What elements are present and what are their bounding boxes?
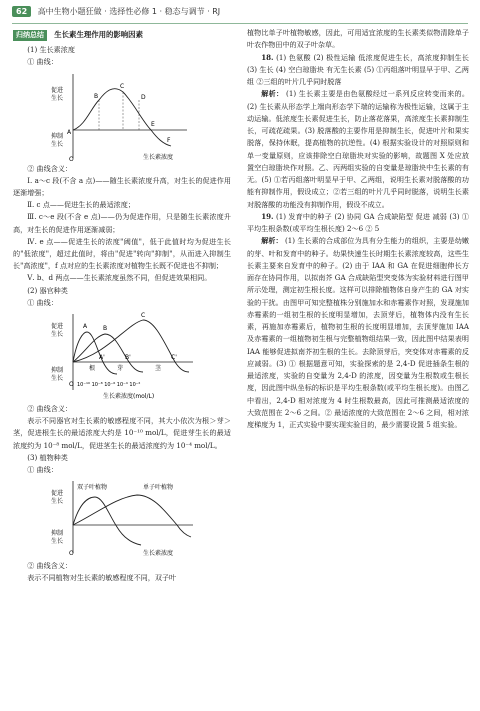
fig1-point-b: B — [94, 92, 99, 100]
q18-answer — [247, 52, 469, 89]
meaning-plant: 表示不同植物对生长素的敏感程度不同，双子叶 — [27, 573, 177, 583]
meaning-1: Ⅰ. a～c 段(不含 a 点)——随生长素浓度升高，对生长的促进作用逐渐增强； — [13, 175, 231, 198]
svg-text:生长: 生长 — [51, 331, 64, 339]
subsection-1: (1) 生长素浓度 — [27, 45, 75, 55]
fig2-ticks: 10⁻¹⁰ 10⁻⁸ 10⁻⁶ 10⁻⁴ 10⁻² — [77, 382, 141, 389]
fig3-monocot-curve — [73, 495, 191, 537]
figure-plant-curves — [47, 477, 197, 559]
q19-number: 19. — [261, 211, 274, 221]
section-title: 生长素生理作用的影响因素 — [54, 30, 143, 39]
fig2-bud-curve — [73, 334, 143, 372]
curve-label-3: ① 曲线： — [27, 465, 58, 475]
fig2-organ-root: 根 — [89, 365, 96, 373]
summary-heading — [13, 29, 231, 41]
fig1-point-e: E — [151, 120, 155, 128]
meaning-organ: 表示不同器官对生长素的敏感程度不同，其大小依次为根＞芽＞茎，促进根生长的最适浓度大约是 10⁻¹⁰ mol/L，促进芽生长的最适浓度约为 10⁻⁸ mol/L，促进茎生长的最适浓度约为 10⁻⁴ mol/L。 — [13, 416, 231, 450]
fig1-point-c: C — [120, 82, 125, 90]
q18-explanation — [247, 88, 469, 211]
q19-answer-text: (1) 发育中的种子 (2) 协同 GA 合成缺陷型 促进 减弱 (3) ① 平均生根条数(或平均生根长度) 2～6 ② 5 — [247, 211, 469, 233]
svg-text:生长: 生长 — [51, 140, 64, 148]
continued-text: 植物比单子叶植物敏感，因此，可用适宜浓度的生长素类似物清除单子叶农作物田中的双子叶杂草。 — [247, 28, 469, 50]
q19-answer — [247, 211, 469, 236]
svg-text:促进: 促进 — [51, 323, 64, 331]
meaning-label-3: ② 曲线含义： — [27, 561, 73, 571]
fig3-monocot-label: 单子叶植物 — [143, 484, 174, 492]
meaning-label-1: ② 曲线含义： — [27, 163, 73, 173]
q18-explanation-label: 解析： — [261, 89, 284, 99]
fig3-dicot-curve — [73, 497, 141, 545]
fig1-curve — [73, 88, 171, 145]
figure-concentration-curve — [47, 70, 197, 162]
q18-number: 18. — [261, 52, 274, 62]
meaning-label-2: ② 曲线含义： — [27, 404, 73, 414]
q18-answer-text: (1) 色氨酸 (2) 极性运输 低浓度促进生长，高浓度抑制生长 (3) 生长 (4) 空白琼脂块 有无生长素 (5) ①丙组落叶明显早于甲、乙两组 ②三组的叶片几乎同时脱落 — [247, 52, 469, 86]
fig2-point-a2: A' — [99, 354, 105, 362]
curve-label-1: ① 曲线： — [27, 57, 58, 67]
fig2-point-b: B — [103, 325, 108, 333]
subsection-3: (3) 植物种类 — [27, 452, 68, 462]
meaning-2: Ⅱ. c 点——促进生长的最适浓度； — [27, 200, 135, 210]
fig1-point-a: A — [67, 128, 72, 136]
q19-explanation-label: 解析： — [261, 236, 283, 246]
fig2-point-a: A — [83, 323, 88, 331]
figure-organ-curves — [47, 310, 197, 402]
meaning-4: Ⅳ. e 点——促进生长的浓度"阈值"，低于此值时均为促进生长的"低浓度"，超过此值时，将由"促进"转向"抑制"，从而进入抑制生长"高浓度"，f 点对应的生长素浓度对植物生长既不促进也不抑制； — [13, 236, 231, 271]
q18-explanation-text: (1) 生长素主要是由色氨酸经过一系列反应转变而来的。(2) 生长素从形态学上端向形态学下端的运输称为极性运输，这属于主动运输。低浓度生长素促进生长，防止落花落果，高浓度生长素抑制生长，可疏花疏果。(3) 脱落酸的主要作用是抑制生长，促进叶片和果实脱落，保持休眠，提高植物的抗逆性。(4) 根据实验设计的对照原则和单一变量原则，应该排除空白琼脂块对实验的影响，故题图 X 处应放置空白琼脂块作对照。乙、丙两组实验的自变量是琼脂块中生长素的有无。(5) ①若丙组落叶明显早于甲、乙两组，说明生长素对脱落酸的功能有抑制作用，假设成立；②若三组的叶片几乎同时脱落，说明生长素对脱落酸的功能没有抑制作用，假设不成立。 — [247, 89, 469, 209]
fig1-point-f: F — [167, 136, 171, 144]
q19-explanation — [247, 235, 469, 431]
right-column — [247, 27, 469, 431]
fig1-x-label: 生长素浓度 — [143, 153, 174, 161]
subsection-2: (2) 器官种类 — [27, 285, 68, 295]
fig1-point-d: D — [141, 93, 146, 101]
fig3-dicot-label: 双子叶植物 — [77, 484, 108, 492]
fig3-x-label: 生长素浓度 — [143, 550, 174, 558]
fig1-y-label-promote: 促进 — [51, 86, 64, 94]
fig2-point-c: C — [141, 312, 146, 320]
fig2-x-label: 生长素浓度(mol/L) — [103, 393, 155, 401]
svg-text:促进: 促进 — [51, 490, 64, 498]
svg-text:O: O — [69, 155, 74, 162]
page-number: 62 — [12, 6, 31, 17]
svg-text:生长: 生长 — [51, 538, 64, 546]
meaning-3: Ⅲ. c～e 段(不含 e 点)——仍为促进作用，只是随生长素浓度升高，对生长的促进作用逐渐减弱； — [13, 212, 231, 234]
q19-explanation-text: (1) 生长素的合成部位为具有分生能力的组织，主要是幼嫩的芽、叶和发育中的种子。幼果快速生长时期生长素浓度较高，这些生长素主要来自发育中的种子。(2) 由于 IAA 和 GA 在促进细胞伸长方面存在协同作用，以拟南芥 GA 合成缺陷型突变体为实验材料进行图甲所示处理，测定初生根长度。这样可以排除植物体自身产生的 GA 对实验的干扰。由图甲可知完整植株分别施加水和赤霉素作对照，发现施加赤霉素的一组初生根的长度明显增加，去顶芽后，植物体内没有生长素，再施加赤霉素后，植物初生根的长度明显增加，去顶芽施加 IAA 及赤霉素的一组植物初生根与完整植物组结果一致，因此图中结果表明 IAA 能够促进拟南芥初生根的生长。去除顶芽后，突变体对赤霉素的反应减弱。(3) ① 根据题意可知，实验探索的是 2,4-D 促进插条生根的最适浓度，实验的自变量为 2,4-D 的浓度，因变量为生根数或生根长度，因此图中纵坐标的标识是平均生根条数(或平均生根长度)。由图乙中看出，2,4-D 相对浓度为 4 时生根数最高，因此可推测最适浓度的大致范围在 2～6 之间。② 最适浓度的大致范围在 2～6 之间，相对浓度梯度为 1，正式实验中要实现实验目的，最少需要设置 5 组实验。 — [247, 236, 469, 429]
fig1-y-label-inhibit: 抑制 — [51, 132, 64, 140]
svg-text:O: O — [69, 550, 74, 558]
svg-text:生长: 生长 — [51, 498, 64, 506]
running-title: 高中生物小题狂做 · 选择性必修 1 · 稳态与调节 · RJ — [37, 7, 221, 16]
section-tag: 归纳总结 — [13, 30, 47, 41]
left-column — [13, 27, 231, 585]
svg-text:生长: 生长 — [51, 375, 64, 383]
svg-text:生长: 生长 — [51, 94, 64, 102]
header-rule — [12, 23, 468, 24]
fig2-point-b2: B' — [125, 354, 131, 362]
svg-text:抑制: 抑制 — [51, 367, 64, 375]
svg-text:抑制: 抑制 — [51, 530, 64, 538]
fig2-point-c2: C' — [171, 354, 177, 362]
fig2-organ-stem: 茎 — [155, 365, 162, 373]
svg-text:O: O — [69, 381, 74, 389]
fig2-organ-bud: 芽 — [117, 365, 124, 373]
meaning-5: Ⅴ. b、d 两点——生长素浓度虽然不同，但促进效果相同。 — [27, 273, 212, 283]
curve-label-2: ① 曲线： — [27, 297, 58, 307]
page-header — [12, 6, 468, 22]
